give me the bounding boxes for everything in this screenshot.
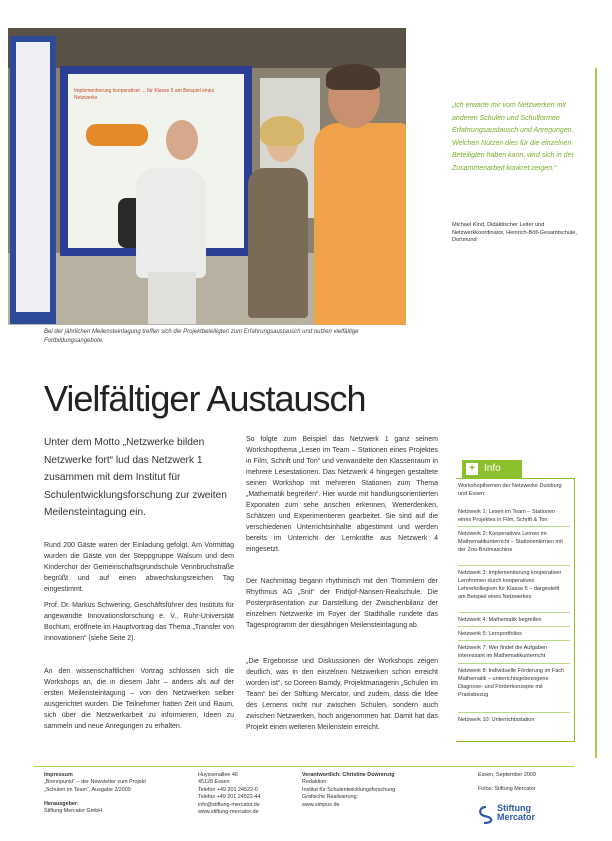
pull-quote: „Ich erwarte mir vom Netzwerken mit anderen Schulen und Schulformen Erfahrungsaustausch und Anregungen. Welchen Nutzen dies für die einzelnen Beteiligten haben kann, wird sich in der Zusammenarbeit konkret zeigen.“ xyxy=(452,102,574,172)
logo-line-2: Mercator xyxy=(497,812,536,822)
article-paragraph: Der Nachmittag begann rhythmisch mit den Trommlern der Rhythmus AG „Snit“ der Fridtjof-Nansen-Realschule. Die Posterpräsentation zur Darstellung der Zwischenbilanz der einzelnen Netzwerke im Foyer der Stadthalle rundete das Tagesprogramm der diesjährigen Meilensteintagung ab. xyxy=(246,578,438,629)
info-item: Netzwerk 2: Kooperatives Lernen im Mathematikunterricht – Stationenlernen mit der Zoo-Brutmaschine xyxy=(458,531,563,553)
info-divider xyxy=(458,626,570,627)
person-man-right-hair xyxy=(326,64,380,90)
article-paragraph: „Die Ergebnisse und Diskussionen der Workshops zeigen deutlich, was in den einzelnen Netzwerken schon erreicht worden ist“, so Doreen Bamdy, Projektmanagerin „Schulen im Team“ bei der Stiftung Mercator, und zudem, dass die Idee des Lernens nicht nur zwischen Schulen, sondern auch zwischen Netzwerken, hoch angenommen hat. Damit hat das Projekt einen weiteren Meilenstein erreicht. xyxy=(246,658,438,731)
person-woman-left xyxy=(136,168,206,278)
photo-caption: Bei der jährlichen Meilensteintagung treffen sich die Projektbeteiligten zum Erfahrungsaustausch und nutzen vielfältige Fortbildungsangebote. xyxy=(44,329,359,344)
responsible-text: Redaktion: Institut für Schulentwicklungsforschung Grafische Realisierung: www.simpus.de xyxy=(302,779,396,808)
quote-author: Michael Kind, Didaktischer Leiter und Netzwerkkoordinator, Heinrich-Böll-Gesamtschule, Dortmund xyxy=(452,222,577,244)
info-item: Netzwerk 4: Mathematik begreifen xyxy=(458,617,542,623)
page-edge-rule xyxy=(595,68,597,758)
info-intro: Workshopthemen der Netzwerke Duisburg und Essen: xyxy=(458,483,562,497)
article-paragraph: Prof. Dr. Markus Schwering, Geschäftsführer des Instituts für angewandte Innovationsforschung e. V., Ruhr-Universität Bochum, eröffnete im Hauptvortrag das Thema „Transfer von Innovationen“ (siehe Seite 2). xyxy=(44,602,234,642)
article-paragraph: Rund 200 Gäste waren der Einladung gefolgt. Am Vormittag wurden die Gäste von der Steppgruppe Walsum und dem Kinderchor der Gemeinschaftsgrundschule Vennbruchstraße begrüßt und auf einen abwechslungsreichen Tag eingestimmt. xyxy=(44,542,234,593)
footer-photo-credit: Fotos: Stiftung Mercator xyxy=(478,786,536,792)
logo-line-1: Stiftung xyxy=(497,803,531,813)
poster-title: Implementierung kooperativer ... für Klasse 5 am Beispiel eines Netzwerks xyxy=(74,88,215,101)
impressum-title: Impressum xyxy=(44,772,73,778)
poster-highlight xyxy=(86,124,148,146)
info-item: Netzwerk 3: Implementierung kooperativer Lernformen durch kooperatives Lehrerkollegium für Klasse 5 – dargestellt am Beispiel eines Netzwerkes xyxy=(458,570,562,600)
footer-rule xyxy=(34,766,574,767)
poster-board-left-sheet xyxy=(16,42,50,312)
article-paragraph: An den wissenschaftlichen Vortrag schlossen sich die Workshops an, die in diesem Jahr – anders als auf der ersten Meilensteintagung – von den Netzwerken selber ausgerichtet wurden. Die Teilnehmer hatten Zeit und Raum, sich über die Netzwerkarbeit zu informieren, Ideen zu sammeln und neue Anregungen zu erhalten. xyxy=(44,668,234,730)
footer-responsible xyxy=(302,772,462,809)
publisher-title: Herausgeber: xyxy=(44,801,79,807)
person-man-right xyxy=(314,123,406,325)
footer-address xyxy=(198,772,288,816)
footer-publisher xyxy=(44,801,154,816)
info-item: Netzwerk 5: Lernportfolios xyxy=(458,631,522,637)
info-divider xyxy=(458,526,570,527)
info-item: Netzwerk 1: Lesen im Team – Stationen eines Projektes in Film, Schrift & Ton xyxy=(458,509,556,523)
event-photo xyxy=(8,28,406,325)
publisher-name: Stiftung Mercator GmbH xyxy=(44,808,103,815)
footer-date: Essen, September 2009 xyxy=(478,772,536,778)
photo-ceiling xyxy=(8,28,406,68)
person-woman-center-hair xyxy=(260,116,304,146)
person-woman-center xyxy=(248,168,308,318)
footer-impressum xyxy=(44,772,154,794)
stiftung-mercator-logo-icon xyxy=(478,806,494,824)
address-title: Huyssenallee 46 xyxy=(198,772,238,778)
article-lead: Unter dem Motto „Netzwerke bilden Netzwerke fort“ lud das Netzwerk 1 zusammen mit dem Institut für Schulentwicklungsforschung zur zweiten Meilensteintagung ein. xyxy=(44,437,227,518)
info-item: Netzwerk 8: Individuelle Förderung im Fach Mathematik – unterrichtsgebezogene Diagnose- und Förderkonzepte mit Praxisbezug xyxy=(458,668,565,698)
person-woman-left-head xyxy=(166,120,198,160)
info-divider xyxy=(458,612,570,613)
page-title: Vielfältiger Austausch xyxy=(44,378,366,419)
info-divider xyxy=(458,663,570,664)
logo-wordmark xyxy=(497,804,535,822)
address-text: 45128 Essen Telefon +49 201 24522-0 Telefax +49 201 24522-44 info@stiftung-mercator.de www.stiftung-mercator.de xyxy=(198,779,261,816)
person-woman-left-legs xyxy=(148,272,196,324)
info-item: Netzwerk 7: Wer findet die Aufgaben interessant im Mathematikunterricht xyxy=(458,645,548,659)
plus-icon: + xyxy=(466,463,478,475)
info-item: Netzwerk 10: Unterrichtsstation xyxy=(458,717,535,723)
info-divider xyxy=(458,640,570,641)
impressum-text: „Brennpunkt“ – der Newsletter zum Projekt „Schulen im Team“, Ausgabe 2/2009 xyxy=(44,779,146,793)
article-paragraph: So folgte zum Beispiel das Netzwerk 1 ganz seinem Workshopthema „Lesen im Team – Stationen eines Projektes in Film, Schrift und Ton“ und verwandelte den Klassenraum in mehrere Lesestationen. Das Netzwerk 4 hingegen gestaltete seinen Workshop mit mehreren Stationen zum Thema „Mathematik begreifen“. Hier wurde mit handlungsorientierten Exponaten zum sehe anschen erkennen, Werterdenken, Schätzen und Experimentieren gearbeitet. Sie sind auf die verschiedenen Unterrichtsinhalte abgestimmt und werden bereits im Unterricht der Lernkräfte aus Netzwerk 4 eingesetzt. xyxy=(246,436,438,553)
responsible-title: Verantwortlich: Christine Dowrenzig xyxy=(302,772,395,778)
info-label: Info xyxy=(484,463,501,474)
info-divider xyxy=(458,565,570,566)
info-divider xyxy=(458,712,570,713)
